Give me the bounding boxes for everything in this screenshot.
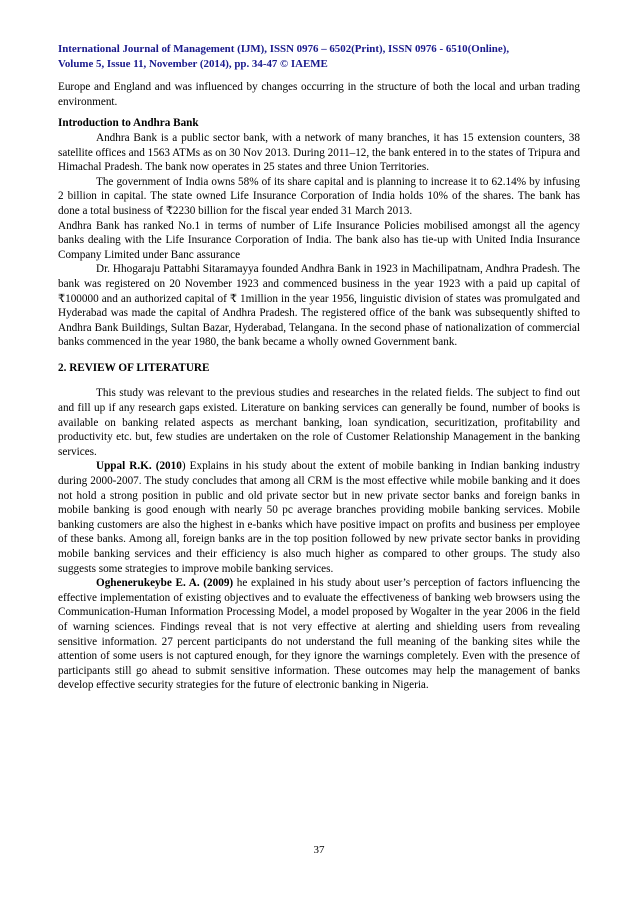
section-heading-andhra-bank: Introduction to Andhra Bank — [58, 117, 199, 130]
journal-header-line-1: International Journal of Management (IJM), ISSN 0976 – 6502(Print), ISSN 0976 - 6510(Online), — [58, 43, 510, 55]
andhra-paragraph-1: Andhra Bank is a public sector bank, with a network of many branches, it has 15 extension counters, 38 satellite offices and 1563 ATMs as on 30 Nov 2013. During 2011–12, the bank entered in to the states of Tripura and Himachal Pradesh. The bank now operates in 25 states and three Union Territories. — [58, 131, 580, 174]
section-heading-review: 2. REVIEW OF LITERATURE — [58, 361, 210, 374]
author-citation-oghenerukeybe: Oghenerukeybe E. A. (2009) — [96, 577, 234, 590]
review-paragraph-oghenerukeybe — [58, 576, 580, 693]
oghenerukeybe-text: he explained in his study about user’s perception of factors influencing the effective implementation of existing objectives and to evaluate the effectiveness of banking web browsers using the Communication-Human Information Processing Model, a model proposed by Wogalter in the year 2006 in the field of warning sciences. Findings reveal that is not very effective at alerting and shielding users from revealing sensitive information. 27 percent participants do not understand the full meaning of the banking sites while the attention of some users is not captured enough, for they ignore the warnings completely. Even with the presence of participants still go ahead to submit sensitive information. These outcomes may help the management of banks develop effective security strategies for the future of electronic banking in Nigeria. — [58, 577, 580, 692]
andhra-paragraph-3: Andhra Bank has ranked No.1 in terms of number of Life Insurance Policies mobilised amongst all the agency banks dealing with the Life Insurance Corporation of India. The bank also has tie-up with United India Insurance Company Limited under Banc assurance — [58, 219, 580, 261]
journal-header — [58, 42, 580, 71]
review-paragraph-uppal — [58, 459, 580, 576]
intro-paragraph: Europe and England and was influenced by changes occurring in the structure of both the local and urban trading environment. — [58, 81, 580, 108]
author-citation-uppal: Uppal R.K. (2010 — [96, 460, 182, 473]
journal-header-line-2: Volume 5, Issue 11, November (2014), pp. 34-47 © IAEME — [58, 57, 328, 70]
review-paragraph-1: This study was relevant to the previous studies and researches in the related fields. The subject to find out and fill up if any research gaps existed. Literature on banking services can generally be found, number of books is available on banking related aspects as merchant banking, loan syndication, securitization, profitability and productivity etc. but, few studies are undertaken on the role of Customer Relationship Management in the banking services. — [58, 387, 580, 458]
page-number: 37 — [313, 844, 325, 856]
andhra-paragraph-2: The government of India owns 58% of its share capital and is planning to increase it to 62.14% by infusing 2 billion in capital. The state owned Life Insurance Corporation of India holds 10% of the shares. The bank has done a total business of ₹2230 billion for the fiscal year ended 31 March 2013. — [58, 175, 580, 217]
andhra-paragraph-4: Dr. Hhogaraju Pattabhi Sitaramayya founded Andhra Bank in 1923 in Machilipatnam, Andhra Pradesh. The bank was registered on 20 November 1923 and commenced business in the year 1923 with a paid up capital of ₹100000 and an authorized capital of ₹ 1million in the year 1956, linguistic division of states was promulgated and Hyderabad was made the capital of Andhra Pradesh. The registered office of the bank was subsequently shifted to Andhra Bank Buildings, Sultan Bazar, Hyderabad, Telangana. In the second phase of nationalization of commercial banks commenced in the year 1980, the bank became a wholly owned Government bank. — [58, 263, 580, 349]
uppal-text: ) Explains in his study about the extent of mobile banking in Indian banking industry during 2000-2007. The study concludes that among all CRM is the most effective while mobile banking and it does not hold a strong position in public and old private sector but in new private sector banks and foreign banks in mobile banking is good enough with nearly 50 pc average branches providing mobile banking services. Mobile banking customers are also the highest in e-banks which have positive impact on profits and business per employee of these banks. Among all, foreign banks are in the top position followed by new private sector banks in providing mobile banking services and their efficiency is also much higher as compared to other groups. The study also suggests some strategies to improve mobile banking services. — [58, 460, 580, 575]
